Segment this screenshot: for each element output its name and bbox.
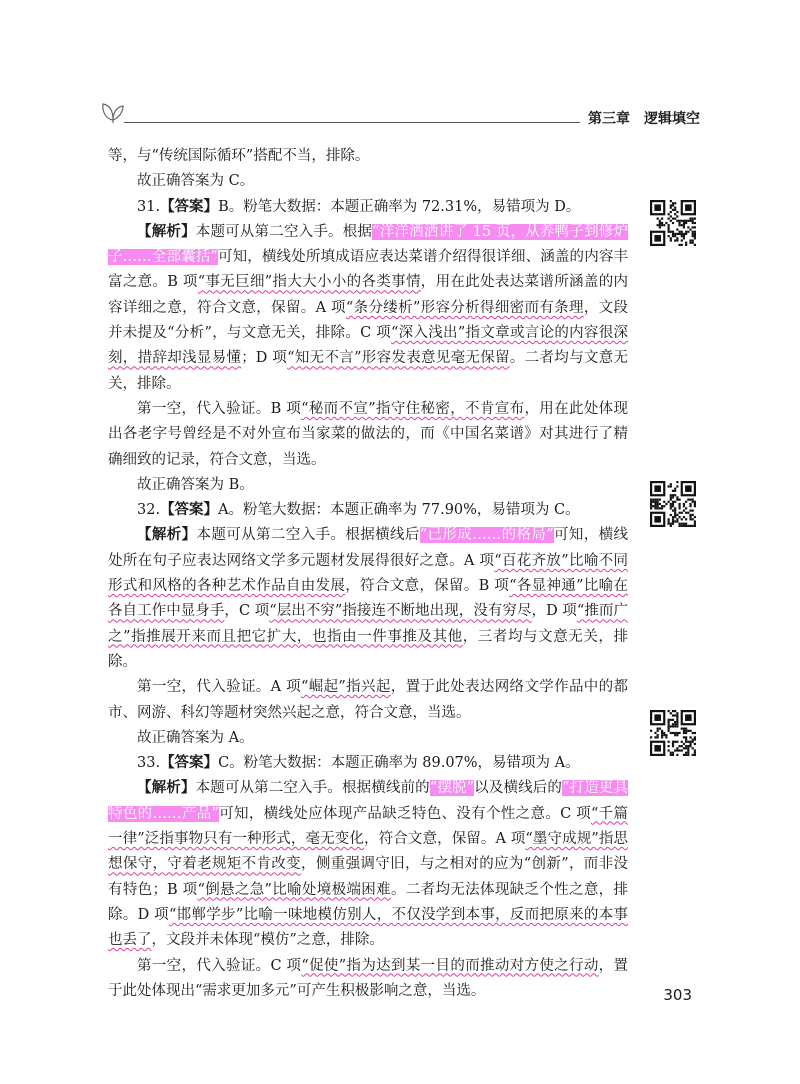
text-run: 第一空，代入验证。A 项 — [137, 679, 301, 696]
qr-code-icon[interactable] — [650, 481, 696, 527]
leaf-icon — [100, 100, 126, 124]
explanation-32 — [108, 523, 628, 675]
text-run: ，文段并未提及“分析”，与文意无关，排除。C 项 — [108, 299, 628, 342]
text-run: ，置于此处体现出“需求更加多元”可产生积极影响之意，当选。 — [108, 957, 629, 999]
question-number: 32. — [137, 502, 161, 519]
text-run: 以及横线后的 — [474, 780, 563, 797]
text-run: ，侧重强调守旧，与之相对的应为“创新”，而非没有特色；B 项 — [108, 856, 629, 898]
qr-code-icon[interactable] — [650, 200, 696, 246]
paragraph-l1: 等，与“传统国际循环”搭配不当，排除。 — [108, 148, 370, 164]
text-run: ，D 项 — [531, 603, 577, 620]
underline-run: “百花齐放”比喻不同形式和风格的各种艺术作品自由发展 — [108, 552, 628, 595]
text-run: 第一空，代入验证。B 项 — [137, 400, 302, 417]
page-header — [100, 100, 700, 130]
underline-run: “墨守成规”指思想保守，守着老规矩不肯改变 — [108, 831, 628, 873]
text-run: ，符合文意，保留。A 项 — [364, 831, 526, 848]
conclusion-31: 故正确答案为 B。 — [137, 476, 254, 493]
underline-run: “倒悬之急”比喻处境极端困难 — [197, 881, 391, 898]
highlight-run: “洋洋洒洒讲了 15 页，从养鸭子到修炉子……全部囊括” — [108, 223, 629, 266]
answer-tag: 【答案】 — [160, 502, 219, 519]
explanation-tag: 【解析】 — [137, 780, 196, 797]
underline-run: “促使”指为达到某一目的而推动对方使之行动 — [301, 957, 599, 974]
text-run: 本题可从第二空入手。根据横线后 — [196, 527, 420, 544]
underline-run: “知无不言”形容发表意见毫无保留 — [287, 350, 510, 367]
verification-33 — [108, 954, 628, 1005]
text-run: 。二者均无法体现缺乏个性之意，排除。D 项 — [108, 881, 629, 923]
answer-text: B。粉笔大数据：本题正确率为 72.31%，易错项为 D。 — [218, 198, 581, 215]
question-number: 31. — [137, 198, 161, 215]
chapter-number: 第三章 — [588, 111, 630, 127]
text-run: ，文段并未体现“模仿”之意，排除。 — [151, 932, 384, 949]
underline-run: “崛起”指兴起 — [300, 679, 391, 696]
underline-run: “千篇一律”泛指事物只有一种形式，毫无变化 — [108, 805, 628, 848]
page-number: 303 — [663, 986, 692, 1004]
explanation-tag: 【解析】 — [137, 527, 197, 544]
paragraph-l2: 故正确答案为 C。 — [137, 173, 255, 190]
text-run: ，用在此处体现出各老字号曾经是不对外宣布当家菜的做法的，而《中国名菜谱》对其进行了精确细致的记录，符合文意，当选。 — [108, 400, 629, 468]
text-run: 本题可从第二空入手。根据横线前的 — [195, 780, 430, 797]
text-run: 本题可从第二空入手。根据 — [195, 223, 373, 240]
text-run: ，C 项 — [224, 603, 270, 620]
conclusion-32: 故正确答案为 A。 — [137, 729, 254, 746]
answer-text: A。粉笔大数据：本题正确率为 77.90%，易错项为 C。 — [218, 502, 580, 519]
answer-tag: 【答案】 — [160, 755, 219, 772]
answer-text: C。粉笔大数据：本题正确率为 89.07%，易错项为 A。 — [218, 755, 580, 772]
text-run: ，三者均与文意无关，排除。 — [108, 628, 628, 670]
question-number: 33. — [137, 755, 161, 772]
highlight-run: “摆脱” — [429, 780, 475, 797]
chapter-section: 逻辑填空 — [644, 111, 700, 127]
verification-31 — [108, 397, 628, 473]
text-run: 。二者均与文意无关，排除。 — [108, 350, 629, 392]
highlight-run: “已形成……的格局” — [419, 527, 554, 544]
underline-run: “秘而不宣”指守住秘密，不肯宣布 — [301, 400, 525, 417]
answer-33 — [108, 751, 628, 776]
answer-32 — [108, 498, 628, 523]
underline-run: “事无巨细”指大大小小的各类事情 — [197, 274, 421, 291]
header-rule — [124, 122, 580, 123]
chapter-title — [588, 108, 700, 128]
underline-run: “推而广之”指推展开来而且把它扩大，也指由一件事推及其他 — [108, 603, 628, 645]
page-body — [108, 144, 628, 1004]
underline-run: “邯郸学步”比喻一味地模仿别人，不仅没学到本事，反而把原来的本事也丢了 — [108, 906, 629, 949]
text-run: ；D 项 — [241, 350, 288, 367]
text-run: ，置于此处表达网络文学作品中的都市、网游、科幻等题材突然兴起之意，符合文意，当选。 — [108, 679, 628, 721]
explanation-33 — [108, 776, 628, 953]
answer-tag: 【答案】 — [160, 198, 219, 215]
text-run: 可知，横线处所在句子应表达网络文学多元题材发展得很好之意。A 项 — [108, 527, 629, 569]
text-run: 可知，横线处应体现产品缺乏特色、没有个性之意。C 项 — [218, 805, 591, 822]
underline-run: “层出不穷”指接连不断地出现，没有穷尽 — [269, 603, 532, 620]
text-run: ，用在此处表达菜谱所涵盖的内容详细之意，符合文意，保留。A 项 — [108, 274, 629, 316]
text-run: ，符合文意，保留。B 项 — [345, 578, 510, 595]
explanation-31 — [108, 220, 628, 397]
explanation-tag: 【解析】 — [137, 223, 196, 240]
answer-31 — [108, 195, 628, 220]
verification-32 — [108, 675, 628, 726]
highlight-run: “打造更具特色的……产品” — [108, 780, 629, 822]
underline-run: “各显神通”比喻在各自工作中显身手 — [108, 578, 629, 620]
text-run: 第一空，代入验证。C 项 — [137, 957, 302, 974]
text-run: 可知，横线处所填成语应表达菜谱介绍得很详细、涵盖的内容丰富之意。B 项 — [108, 249, 628, 291]
underline-run: “条分缕析”形容分析得细密而有条理 — [345, 299, 584, 316]
qr-code-icon[interactable] — [650, 710, 696, 756]
underline-run: “深入浅出”指文章或言论的内容很深刻，措辞却浅显易懂 — [108, 325, 629, 367]
